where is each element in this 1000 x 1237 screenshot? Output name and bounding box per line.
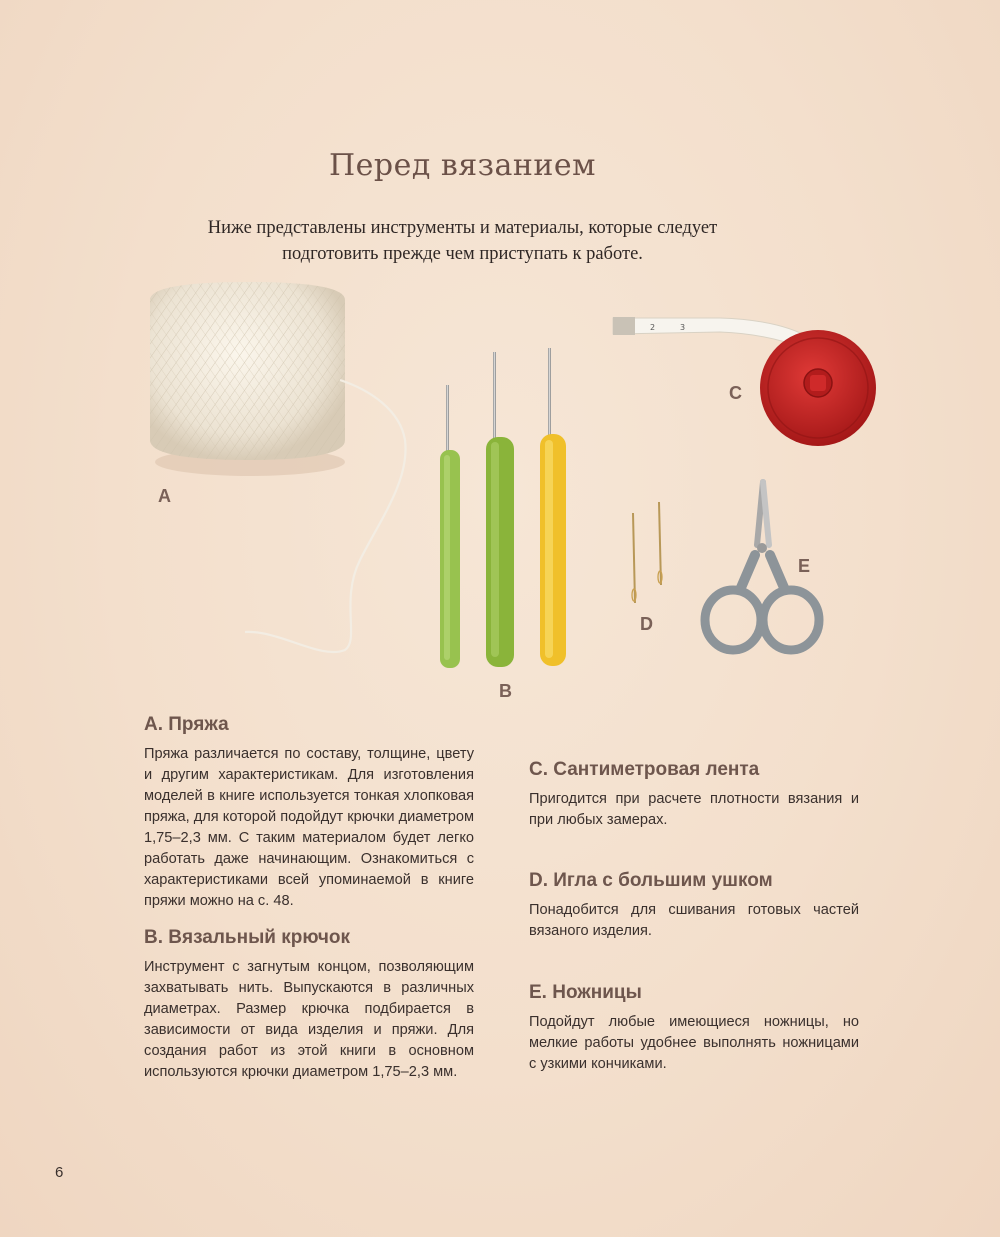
svg-text:3: 3 <box>680 323 686 332</box>
section-d-text: Понадобится для сшивания готовых частей вязаного изделия. <box>529 902 859 939</box>
section-a-heading: A. Пряжа <box>144 714 229 735</box>
needles-image <box>632 502 662 603</box>
section-e-heading: E. Ножницы <box>529 982 642 1003</box>
label-a: A <box>158 486 171 506</box>
label-e: E <box>798 556 811 576</box>
label-c: C <box>729 383 742 403</box>
section-a-text: Пряжа различается по составу, толщине, цвету и другим характеристикам. Для изготовления моделей в книге используется тонкая хлопковая пряжа, для которой подойдут крючки диаметром 1,75–2,3 мм. С таким материалом будет легко работать даже начинающим. Ознакомиться с характеристиками всей упоминаемой в книге пряжи можно на с. 48. <box>144 746 474 909</box>
section-b-heading: B. Вязальный крючок <box>144 927 351 948</box>
section-d-heading: D. Игла с большим ушком <box>529 870 773 891</box>
yarn-ball-image <box>150 282 406 652</box>
tools-photo <box>0 270 1000 700</box>
page-title: Перед вязанием <box>328 148 597 183</box>
section-e-text: Подойдут любые имеющиеся ножницы, но мелкие работы удобнее выполнять ножницами с узкими кончиками. <box>529 1014 859 1072</box>
page-number: 6 <box>55 1164 64 1181</box>
crochet-hooks-image <box>440 348 566 668</box>
section-b-text: Инструмент с загнутым концом, позволяющим захватывать нить. Выпускаются в различных диаметрах. Размер крючка подбирается в зависимости от вида изделия и пряжи. Для создания работ из этой книги в основном используются крючки диаметром 1,75–2,3 мм. <box>144 959 474 1080</box>
section-c-text: Пригодится при расчете плотности вязания и при любых замерах. <box>529 791 859 828</box>
section-c-heading: C. Сантиметровая лента <box>529 759 760 780</box>
svg-text:2: 2 <box>650 323 656 332</box>
label-b: B <box>499 681 512 701</box>
label-d: D <box>640 614 653 634</box>
tape-measure-image <box>613 317 876 446</box>
intro-text: Ниже представлены инструменты и материалы, которые следует подготовить прежде чем приступать к работе. <box>207 218 718 264</box>
